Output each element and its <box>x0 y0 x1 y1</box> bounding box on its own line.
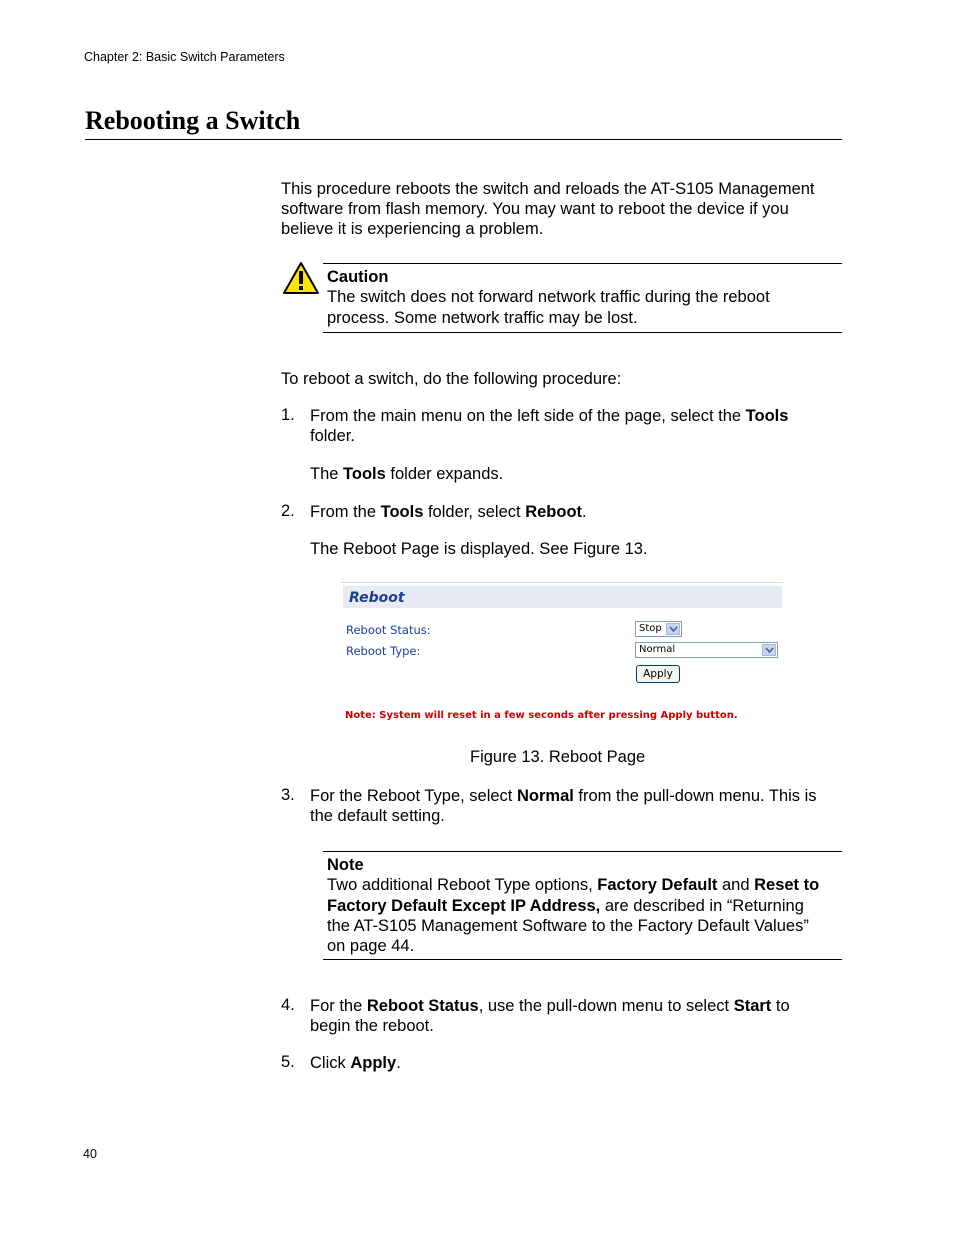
note-box: Note Two additional Reboot Type options, Factory Default and Reset to Factory Default Except IP Address, are described in “Returning the AT-S105 Management Software to the Factory Default Values” on page 44. <box>323 851 842 960</box>
warning-icon <box>282 261 320 300</box>
page-number: 40 <box>83 1147 97 1161</box>
chevron-down-icon <box>666 623 680 635</box>
reboot-title-bar <box>343 586 782 608</box>
step-number: 1. <box>281 406 295 424</box>
step-number: 4. <box>281 996 295 1014</box>
reboot-title: Reboot <box>349 590 405 606</box>
intro-paragraph: This procedure reboots the switch and reloads the AT-S105 Management software from flash memory. You may want to reboot the device if you believe it is experiencing a problem. <box>281 180 815 238</box>
apply-button[interactable]: Apply <box>636 665 680 683</box>
step-number: 2. <box>281 502 295 520</box>
chevron-down-icon <box>762 644 776 656</box>
reset-warning-note: Note: System will reset in a few seconds after pressing Apply button. <box>345 710 738 721</box>
step-2-result: The Reboot Page is displayed. See Figure 13. <box>310 540 648 558</box>
figure-caption: Figure 13. Reboot Page <box>470 748 646 766</box>
page-title: Rebooting a Switch <box>85 106 842 140</box>
step-number: 3. <box>281 786 295 804</box>
reboot-type-label: Reboot Type: <box>346 644 421 658</box>
reboot-page-screenshot <box>340 582 783 729</box>
reboot-status-label: Reboot Status: <box>346 623 431 637</box>
procedure-lead: To reboot a switch, do the following procedure: <box>281 370 622 388</box>
step-5-text: Click Apply. <box>310 1054 401 1072</box>
caution-box: Caution The switch does not forward network traffic during the reboot process. Some network traffic may be lost. <box>323 263 842 333</box>
reboot-status-select[interactable]: Stop <box>635 621 682 637</box>
step-3-text: For the Reboot Type, select Normal from the pull-down menu. This is the default setting. <box>310 787 817 825</box>
step-number: 5. <box>281 1053 295 1071</box>
caution-heading: Caution <box>327 268 389 286</box>
step-1-result: The Tools folder expands. <box>310 465 504 483</box>
step-4-text: For the Reboot Status, use the pull-down menu to select Start to begin the reboot. <box>310 997 790 1035</box>
reboot-type-select[interactable]: Normal <box>635 642 778 658</box>
step-2-text: From the Tools folder, select Reboot. <box>310 503 587 521</box>
step-1-text: From the main menu on the left side of the page, select the Tools folder. <box>310 407 789 445</box>
note-heading: Note <box>327 856 364 874</box>
chapter-header: Chapter 2: Basic Switch Parameters <box>84 50 285 64</box>
